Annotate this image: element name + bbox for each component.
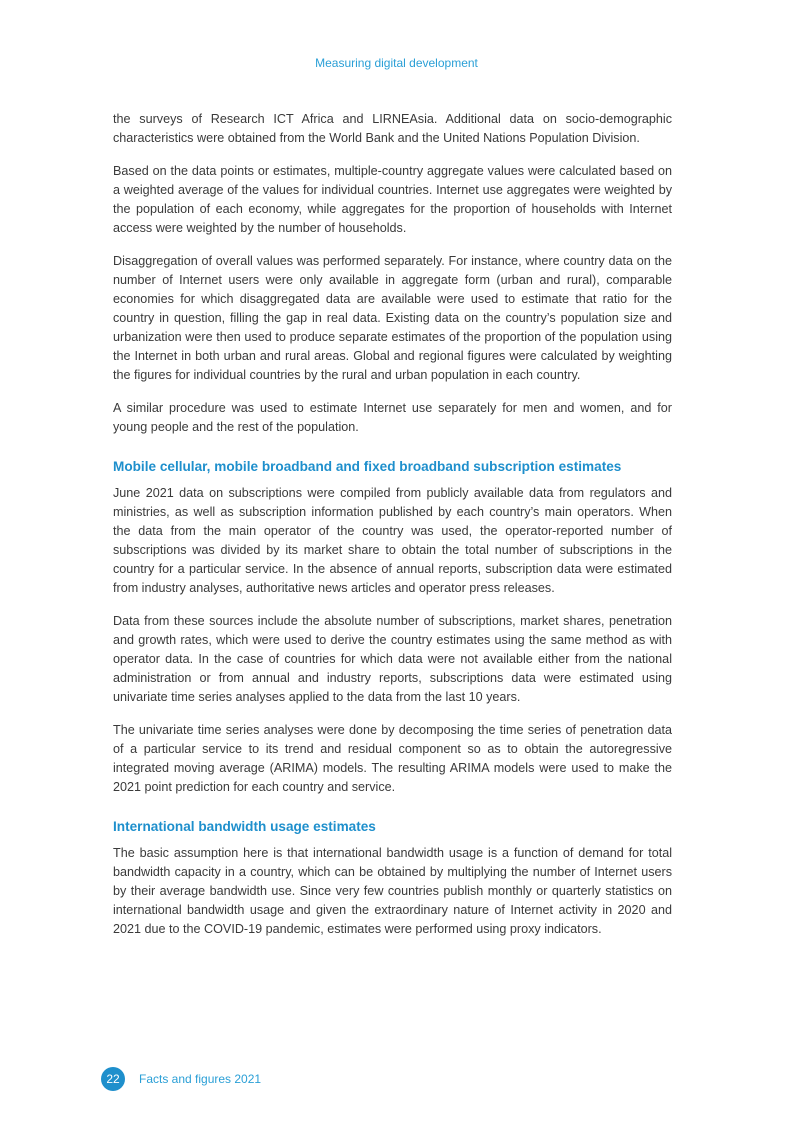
paragraph-intro-2: Based on the data points or estimates, multiple-country aggregate values were calculated based on a weighted average of the values for individual countries. Internet use aggregates were weighted by the population of each economy, while aggregates for the proportion of households with Internet access were weighted by the number of households. bbox=[113, 164, 672, 235]
paragraph-mobile-3: The univariate time series analyses were done by decomposing the time series of penetration data of a particular service to its trend and residual component so as to obtain the autoregressive integrated moving average (ARIMA) models. The resulting ARIMA models were used to make the 2021 point prediction for each country and service. bbox=[113, 723, 672, 794]
section-heading-bandwidth: International bandwidth usage estimates bbox=[113, 819, 376, 834]
paragraph-intro-4: A similar procedure was used to estimate Internet use separately for men and women, and for young people and the rest of the population. bbox=[113, 401, 672, 434]
page-number-badge: 22 bbox=[101, 1067, 125, 1091]
main-content bbox=[113, 110, 672, 953]
paragraph-mobile-1: June 2021 data on subscriptions were compiled from publicly available data from regulators and ministries, as well as subscription information published by each country’s main operators. When the data from the main operator of the country was used, the operator-reported number of subscriptions was divided by its market share to obtain the total number of subscriptions in the country for a particular service. In the absence of annual reports, subscription data were estimated from industry analyses, authoritative news articles and operator press releases. bbox=[113, 486, 672, 595]
paragraph-intro-3: Disaggregation of overall values was performed separately. For instance, where country data on the number of Internet users were only available in aggregate form (urban and rural), comparable economies for which disaggregated data are available were used to estimate that ratio for the country in question, filling the gap in real data. Existing data on the country’s population size and urbanization were then used to produce separate estimates of the proportion of the population using the Internet in both urban and rural areas. Global and regional figures were calculated by weighting the figures for individual countries by the rural and urban population in each country. bbox=[113, 254, 672, 382]
paragraph-mobile-2: Data from these sources include the absolute number of subscriptions, market shares, penetration and growth rates, which were used to derive the country estimates using the same method as with operator data. In the case of countries for which data were not available either from the national administration or from annual and industry reports, subscriptions data were estimated using univariate time series analyses applied to the data from the last 10 years. bbox=[113, 614, 672, 704]
section-heading-mobile: Mobile cellular, mobile broadband and fixed broadband subscription estimates bbox=[113, 459, 622, 474]
paragraph-intro-1: the surveys of Research ICT Africa and LIRNEAsia. Additional data on socio-demographic characteristics were obtained from the World Bank and the United Nations Population Division. bbox=[113, 112, 672, 145]
paragraph-bandwidth-1: The basic assumption here is that international bandwidth usage is a function of demand for total bandwidth capacity in a country, which can be obtained by multiplying the number of Internet users by their average bandwidth use. Since very few countries publish monthly or quarterly statistics on international bandwidth usage and given the extraordinary nature of Internet activity in 2020 and 2021 due to the COVID-19 pandemic, estimates were performed using proxy indicators. bbox=[113, 846, 672, 936]
footer-publication-title: Facts and figures 2021 bbox=[139, 1072, 262, 1086]
page-footer bbox=[101, 1067, 261, 1091]
running-header: Measuring digital development bbox=[315, 56, 478, 70]
